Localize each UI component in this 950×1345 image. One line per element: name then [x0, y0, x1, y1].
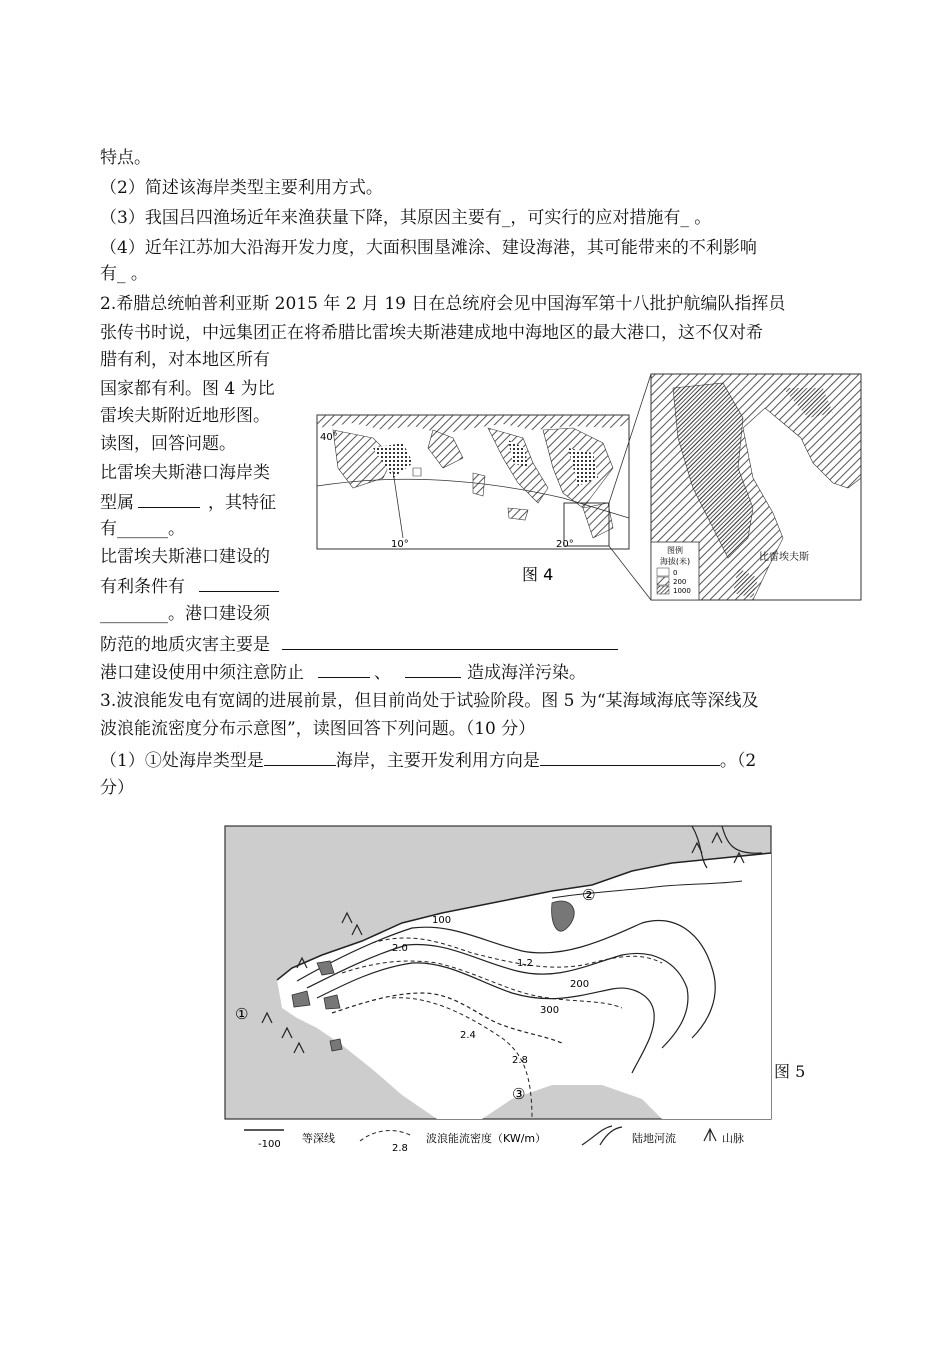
wave-label: 2.4: [460, 1030, 476, 1041]
text-line: 3.波浪能发电有宽阔的进展前景，但目前尚处于试验阶段。图 5 为“某海域海底等深线及: [100, 691, 759, 711]
legend-label: 等深线: [302, 1132, 335, 1145]
text-line: 特点。: [100, 148, 151, 168]
text-fragment: 港口建设使用中须注意防止: [100, 663, 304, 683]
legend-label: 陆地河流: [632, 1132, 676, 1145]
figure-5-caption: 图 5: [774, 1062, 806, 1081]
text-line: 分）: [100, 778, 134, 798]
text-line: （4）近年江苏加大沿海开发力度，大面积围垦滩涂、建设海港，其可能带来的不利影响: [100, 238, 757, 258]
point-label: ①: [235, 1005, 249, 1023]
text-line: 张传书时说，中远集团正在将希腊比雷埃夫斯港建成地中海地区的最大港口，这不仅对希: [100, 323, 763, 343]
point-label: ③: [512, 1085, 526, 1103]
text-line: 雷埃夫斯附近地形图。: [100, 406, 270, 426]
contour-label: 300: [540, 1005, 560, 1016]
figure-5-map: [222, 823, 782, 1153]
text-line: [100, 575, 279, 597]
wave-label: 2.0: [392, 943, 408, 954]
text-line: 读图，回答问题。: [100, 434, 236, 454]
text-fragment: ，其特征: [208, 493, 276, 513]
longitude-label: 10°: [391, 539, 409, 550]
contour-label: 200: [570, 979, 590, 990]
legend-label: 波浪能流密度（KW/m）: [426, 1132, 547, 1145]
answer-blank[interactable]: [264, 749, 336, 766]
wave-label: 1.2: [517, 958, 533, 969]
point-label: ②: [582, 886, 596, 904]
text-fragment: 。（2: [719, 751, 757, 771]
legend-value: 200: [673, 578, 687, 586]
legend-value: 2.8: [392, 1143, 408, 1153]
legend-value: 1000: [673, 587, 691, 595]
latitude-label: 40°: [320, 432, 338, 443]
text-line: [100, 633, 618, 655]
answer-blank[interactable]: [318, 661, 370, 678]
text-line: 比雷埃夫斯港口海岸类: [100, 463, 270, 483]
wave-label: 2.8: [512, 1055, 528, 1066]
legend-value: 0: [673, 569, 678, 577]
text-fragment: （1）①处海岸类型是: [100, 751, 264, 771]
text-line: ________。港口建设须: [100, 604, 270, 624]
text-fragment: 、: [374, 663, 391, 683]
text-line: 2.希腊总统帕普利亚斯 2015 年 2 月 19 日在总统府会见中国海军第十八批护航编队指挥员: [100, 294, 786, 314]
text-line: 国家都有利。图 4 为比: [100, 379, 275, 399]
text-line: 比雷埃夫斯港口建设的: [100, 547, 270, 567]
text-line: 腊有利，对本地区所有: [100, 350, 270, 370]
text-line: [100, 749, 756, 771]
answer-blank[interactable]: [540, 749, 720, 766]
text-fragment: 海岸，主要开发利用方向是: [335, 751, 540, 771]
text-fragment: 型属: [100, 493, 134, 513]
answer-blank[interactable]: [138, 491, 200, 508]
answer-blank[interactable]: [199, 575, 279, 592]
text-fragment: 有利条件有: [100, 577, 185, 597]
legend-title: 图例: [667, 546, 683, 555]
text-line: 有______。: [100, 519, 185, 539]
text-fragment: 防范的地质灾害主要是: [100, 635, 270, 655]
text-line: [100, 661, 586, 683]
legend-value: -100: [258, 1139, 281, 1150]
text-line: （3）我国吕四渔场近年来渔获量下降，其原因主要有_，可实行的应对措施有_ 。: [100, 208, 712, 228]
text-line: [100, 491, 276, 513]
text-fragment: 造成海洋污染。: [467, 663, 586, 683]
longitude-label: 20°: [556, 539, 574, 550]
figure-4-caption: 图 4: [522, 565, 554, 584]
text-line: 有_ 。: [100, 264, 148, 284]
place-label: 比雷埃夫斯: [759, 552, 809, 563]
figure-4-map: [313, 368, 863, 603]
answer-blank[interactable]: [282, 633, 618, 650]
text-line: （2）简述该海岸类型主要利用方式。: [100, 178, 383, 198]
contour-label: 100: [432, 915, 452, 926]
legend-subtitle: 海拔(米): [659, 557, 691, 566]
legend-label: 山脉: [722, 1132, 744, 1145]
text-line: 波浪能流密度分布示意图”，读图回答下列问题。（10 分）: [100, 719, 536, 739]
answer-blank[interactable]: [405, 661, 461, 678]
